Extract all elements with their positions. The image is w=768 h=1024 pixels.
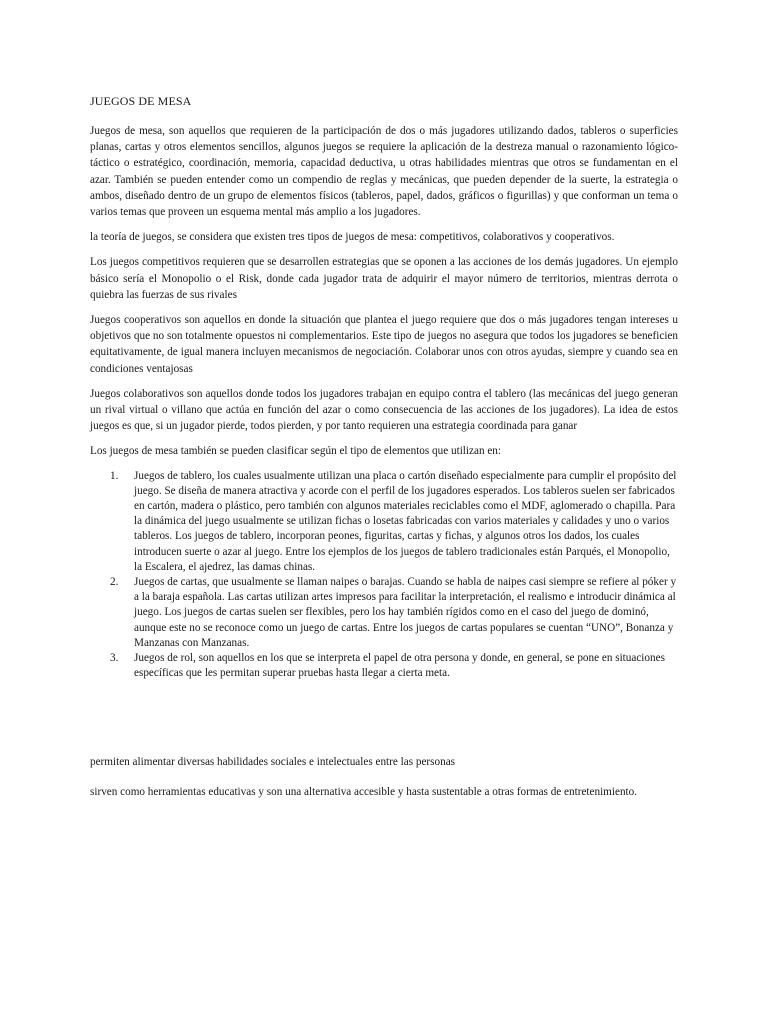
list-marker: 2.: [110, 576, 119, 589]
paragraph-cooperative: Juegos cooperativos son aquellos en donde la situación que plantea el juego requiere que dos o más jugadores tengan intereses u objetivos que no son totalmente opuestos ni complementarios. Este tipo de juegos no asegura que todos los jugadores se beneficien equitativamente, de igual manera incluyen mecanismos de negociación. Colaborar unos con otros ayudas, siempre y cuando sea en condiciones ventajosas: [90, 314, 678, 375]
paragraph-competitive: Los juegos competitivos requieren que se desarrollen estrategias que se oponen a las acciones de los demás jugadores. Un ejemplo básico sería el Monopolio o el Risk, donde cada jugador trata de adquirir el mayor número de territorios, mientras derrota o quiebra las fuerzas de sus rivales: [90, 256, 678, 301]
paragraph-game-theory: la teoría de juegos, se considera que existen tres tipos de juegos de mesa: competitivos, colaborativos y cooperativos.: [90, 231, 615, 244]
list-item-text: Juegos de tablero, los cuales usualmente utilizan una placa o cartón diseñado especialmente para cumplir el propósito del juego. Se diseña de manera atractiva y acorde con el perfil de los jugadores esperados. Los tableros suelen ser fabricados en cartón, madera o plástico, pero también con algunos materiales reciclables como el MDF, aglomerado o chapilla. Para la dinámica del juego usualmente se utilizan fichas o losetas fabricadas con varios materiales y calidades y uno o varios tableros. Los juegos de tablero, incorporan peones, figuritas, cartas y fichas, y algunos otros los dados, los cuales introducen suerte o azar al juego. Entre los ejemplos de los juegos de tablero tradicionales están Parqués, el Monopolio, la Escalera, el ajedrez, las damas chinas.: [134, 469, 677, 573]
closing-paragraph-education: sirven como herramientas educativas y son una alternativa accesible y hasta sustentable a otras formas de entretenimiento.: [90, 785, 638, 798]
list-marker: 1.: [110, 469, 119, 482]
paragraph-intro: Juegos de mesa, son aquellos que requieren de la participación de dos o más jugadores utilizando dados, tableros o superficies planas, cartas y otros elementos sencillos, algunos juegos se requiere la aplicación de la destreza manual o razonamiento lógico-táctico o estratégico, coordinación, memoria, capacidad deductiva, u otras habilidades mientras que otros se fundamentan en el azar. También se pueden entender como un compendio de reglas y mecánicas, que pueden depender de la suerte, la estrategia o ambos, diseñado dentro de un grupo de elementos físicos (tableros, papel, dados, gráficos o figurillas) y que conforman un tema o varios temas que proveen un esquema mental más amplio a los jugadores.: [90, 125, 678, 219]
list-marker: 3.: [110, 652, 119, 665]
document-title: JUEGOS DE MESA: [90, 94, 192, 108]
classification-list: [90, 469, 678, 682]
closing-section: [90, 754, 678, 800]
list-item-text: Juegos de cartas, que usualmente se llaman naipes o barajas. Cuando se habla de naipes casi siempre se refiere al póker y a la baraja española. Las cartas utilizan artes impresos para facilitar la interpretación, el realismo e introducir dinámica al juego. Los juegos de cartas suelen ser flexibles, pero los hay también rígidos como en el caso del juego de dominó, aunque este no se reconoce como un juego de cartas. Entre los juegos de cartas populares se cuentan “UNO”, Bonanza y Manzanas con Manzanas.: [134, 576, 677, 649]
paragraph-classification: Los juegos de mesa también se pueden clasificar según el tipo de elementos que utilizan en:: [90, 445, 502, 458]
list-item: [90, 469, 678, 575]
paragraph-collaborative: Juegos colaborativos son aquellos donde todos los jugadores trabajan en equipo contra el tablero (las mecánicas del juego generan un rival virtual o villano que actúa en función del azar o como consecuencia de las acciones de los jugadores). La idea de estos juegos es que, si un jugador pierde, todos pierden, y por tanto requieren una estrategia coordinada para ganar: [90, 387, 678, 433]
closing-paragraph-skills: permiten alimentar diversas habilidades sociales e intelectuales entre las personas: [90, 755, 456, 768]
list-item: [90, 575, 678, 651]
list-item-text: Juegos de rol, son aquellos en los que se interpreta el papel de otra persona y donde, en general, se pone en situaciones específicas que les permitan superar pruebas hasta llegar a cierta meta.: [134, 652, 665, 680]
list-item: [90, 651, 678, 681]
